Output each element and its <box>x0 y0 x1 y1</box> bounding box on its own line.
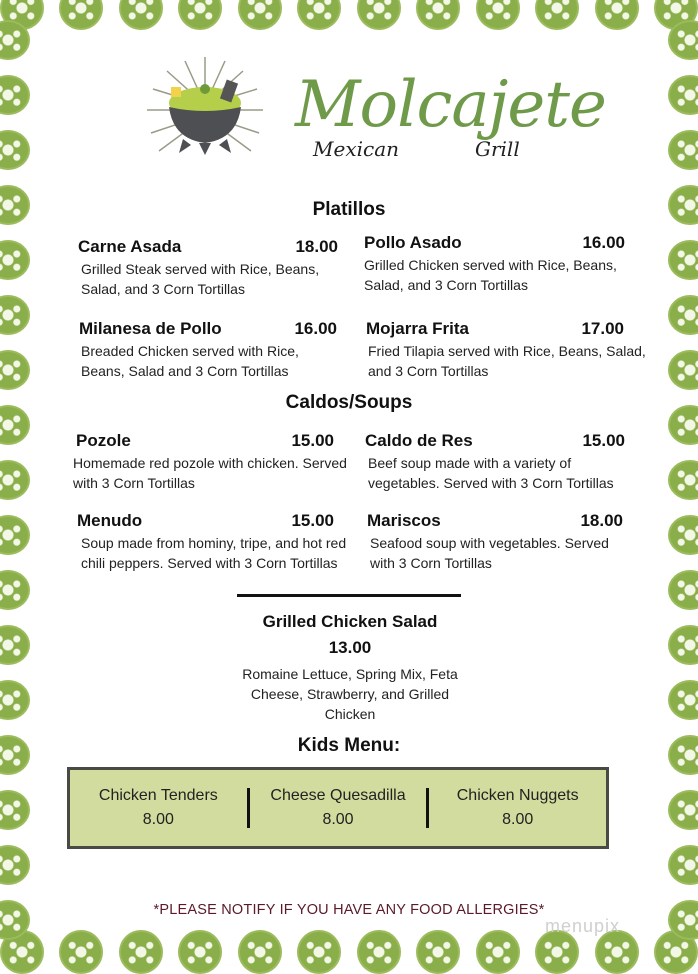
papel-picado-ornament <box>668 570 698 610</box>
decorative-border-top <box>0 0 698 30</box>
papel-picado-ornament <box>668 350 698 390</box>
papel-picado-ornament <box>0 790 30 830</box>
kids-item <box>250 784 427 832</box>
item-description: Fried Tilapia served with Rice, Beans, Salad, and 3 Corn Tortillas <box>368 343 646 379</box>
molcajete-guacamole-bowl-icon <box>145 55 265 165</box>
papel-picado-ornament <box>535 0 579 30</box>
item-price: 15.00 <box>291 511 334 530</box>
papel-picado-ornament <box>0 350 30 390</box>
item-description: Homemade red pozole with chicken. Served with 3 Corn Tortillas <box>73 455 347 491</box>
item-price: 15.00 <box>291 431 334 450</box>
papel-picado-ornament <box>668 790 698 830</box>
item-name: Caldo de Res <box>365 431 473 450</box>
item-description: Soup made from hominy, tripe, and hot red chili peppers. Served with 3 Corn Tortillas <box>81 535 347 571</box>
papel-picado-ornament <box>0 240 30 280</box>
item-name: Cheese Quesadilla <box>270 787 406 804</box>
section-title-kids: Kids Menu: <box>297 735 401 756</box>
item-name: Menudo <box>77 511 143 530</box>
section-divider <box>237 594 461 597</box>
item-description: Grilled Steak served with Rice, Beans, Salad, and 3 Corn Tortillas <box>81 261 320 297</box>
menu-item <box>364 233 625 295</box>
decorative-border-right <box>668 20 698 940</box>
papel-picado-ornament <box>0 515 30 555</box>
menu-item <box>79 319 337 381</box>
item-price: 16.00 <box>294 319 337 338</box>
item-name: Carne Asada <box>78 237 182 256</box>
papel-picado-ornament <box>476 0 520 30</box>
papel-picado-ornament <box>0 295 30 335</box>
allergy-notice: *PLEASE NOTIFY IF YOU HAVE ANY FOOD ALLERGIES* <box>153 902 545 918</box>
item-price: 15.00 <box>582 431 625 450</box>
logo-title: Molcajete <box>295 68 606 142</box>
item-price: 16.00 <box>582 233 625 252</box>
papel-picado-ornament <box>0 20 30 60</box>
menu-item <box>73 431 347 493</box>
section-title-platillos: Platillos <box>312 199 386 220</box>
item-description: Grilled Chicken served with Rice, Beans, Salad, and 3 Corn Tortillas <box>364 257 617 293</box>
menu-item <box>365 431 625 493</box>
papel-picado-ornament <box>0 625 30 665</box>
papel-picado-ornament <box>357 0 401 30</box>
item-name: Mariscos <box>367 511 441 530</box>
item-name: Pollo Asado <box>364 233 462 252</box>
item-price: 8.00 <box>322 811 354 828</box>
kids-menu-box <box>67 767 609 849</box>
menu-item <box>366 319 646 381</box>
papel-picado-ornament <box>668 20 698 60</box>
item-description: Romaine Lettuce, Spring Mix, Feta Cheese, Strawberry, and Grilled Chicken <box>242 666 458 722</box>
item-price: 18.00 <box>295 237 338 256</box>
kids-item <box>429 784 606 832</box>
papel-picado-ornament <box>668 625 698 665</box>
papel-picado-ornament <box>0 680 30 720</box>
item-price: 17.00 <box>581 319 624 338</box>
decorative-border-left <box>0 20 30 940</box>
item-description: Beef soup made with a variety of vegetables. Served with 3 Corn Tortillas <box>368 455 614 491</box>
papel-picado-ornament <box>0 460 30 500</box>
papel-picado-ornament <box>668 75 698 115</box>
logo-subtitle-mexican: Mexican <box>313 137 399 161</box>
papel-picado-ornament <box>0 75 30 115</box>
papel-picado-ornament <box>59 0 103 30</box>
papel-picado-ornament <box>238 930 282 974</box>
papel-picado-ornament <box>668 240 698 280</box>
papel-picado-ornament <box>416 930 460 974</box>
papel-picado-ornament <box>297 0 341 30</box>
papel-picado-ornament <box>668 460 698 500</box>
papel-picado-ornament <box>297 930 341 974</box>
restaurant-logo <box>145 55 606 175</box>
papel-picado-ornament <box>476 930 520 974</box>
papel-picado-ornament <box>416 0 460 30</box>
item-name: Mojarra Frita <box>366 319 469 338</box>
item-price: 13.00 <box>328 638 372 657</box>
item-price: 8.00 <box>502 811 534 828</box>
menu-item <box>367 511 623 573</box>
papel-picado-ornament <box>668 515 698 555</box>
papel-picado-ornament <box>0 570 30 610</box>
papel-picado-ornament <box>357 930 401 974</box>
papel-picado-ornament <box>0 130 30 170</box>
item-name: Milanesa de Pollo <box>79 319 222 338</box>
papel-picado-ornament <box>595 0 639 30</box>
watermark: menupix <box>545 916 621 936</box>
kids-item <box>70 784 247 832</box>
papel-picado-ornament <box>178 0 222 30</box>
logo-subtitle-grill: Grill <box>475 137 520 161</box>
item-name: Grilled Chicken Salad <box>262 612 438 631</box>
item-name: Chicken Nuggets <box>456 787 579 804</box>
papel-picado-ornament <box>668 680 698 720</box>
menu-item <box>78 237 338 299</box>
item-description: Breaded Chicken served with Rice, Beans, Salad and 3 Corn Tortillas <box>81 343 299 379</box>
papel-picado-ornament <box>238 0 282 30</box>
papel-picado-ornament <box>178 930 222 974</box>
item-name: Pozole <box>76 431 131 450</box>
item-price: 8.00 <box>142 811 174 828</box>
item-description: Seafood soup with vegetables. Served with 3 Corn Tortillas <box>370 535 609 571</box>
papel-picado-ornament <box>668 845 698 885</box>
papel-picado-ornament <box>59 930 103 974</box>
menu-item-salad <box>200 612 500 724</box>
papel-picado-ornament <box>119 0 163 30</box>
menu-item <box>77 511 347 573</box>
papel-picado-ornament <box>0 845 30 885</box>
item-name: Chicken Tenders <box>98 787 218 804</box>
papel-picado-ornament <box>119 930 163 974</box>
papel-picado-ornament <box>668 295 698 335</box>
papel-picado-ornament <box>668 130 698 170</box>
section-title-caldos: Caldos/Soups <box>285 392 413 413</box>
item-price: 18.00 <box>580 511 623 530</box>
